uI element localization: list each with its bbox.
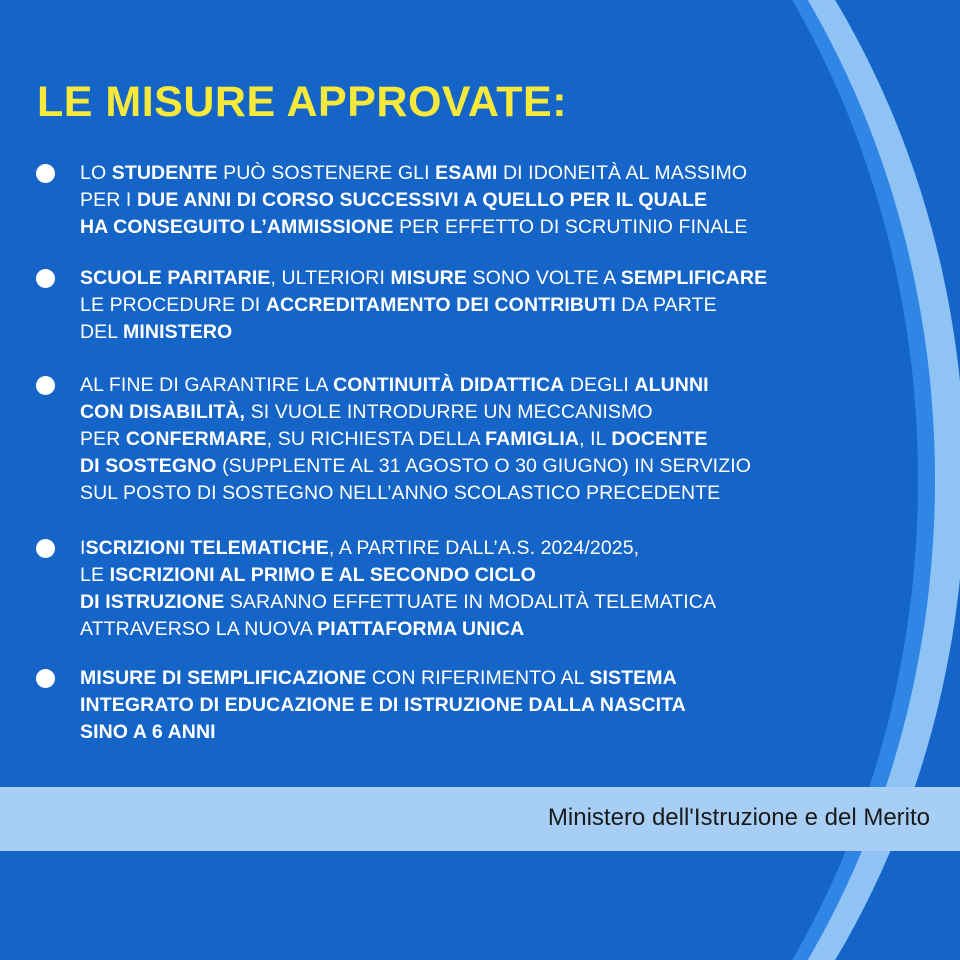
text-run: (SUPPLENTE AL 31 AGOSTO O 30 GIUGNO) IN SERVIZIO [216, 455, 751, 477]
text-run: , ULTERIORI [270, 267, 391, 289]
text-run: SUL POSTO DI SOSTEGNO NELL’ANNO SCOLASTICO PRECEDENTE [80, 482, 721, 504]
bullet-line [80, 719, 916, 746]
bold-text-run: SCUOLE PARITARIE [80, 267, 271, 289]
bullet-line [80, 399, 916, 426]
bold-text-run: INTEGRATO DI EDUCAZIONE E DI ISTRUZIONE DALLA NASCITA [80, 694, 686, 716]
bold-text-run: MISURE [390, 267, 467, 289]
list-item-private-schools [36, 265, 916, 346]
text-run: DEGLI [564, 374, 635, 396]
bold-text-run: MISURE DI SEMPLIFICAZIONE [80, 667, 367, 689]
text-run: , A PARTIRE DALL’A.S. 2024/2025, [328, 537, 640, 559]
bold-text-run: DI SOSTEGNO [80, 455, 217, 477]
bold-text-run: MINISTERO [123, 321, 233, 343]
bullet-line [80, 616, 916, 643]
bullet-line [80, 453, 916, 480]
text-run: PER EFFETTO DI SCRUTINIO FINALE [393, 216, 748, 238]
bullet-line [80, 589, 916, 616]
bold-text-run: SCRIZIONI TELEMATICHE [85, 537, 329, 559]
text-run: PER I [80, 189, 137, 211]
text-run: DEL [80, 321, 124, 343]
text-run: DA PARTE [615, 294, 717, 316]
bold-text-run: HA CONSEGUITO L’AMMISSIONE [80, 216, 394, 238]
list-item-simplification [36, 665, 916, 746]
text-run: SARANNO EFFETTUATE IN MODALITÀ TELEMATICA [224, 591, 717, 613]
footer-band [0, 787, 960, 851]
bullet-line [80, 665, 916, 692]
bold-text-run: SEMPLIFICARE [620, 267, 768, 289]
bullet-line [80, 480, 916, 507]
text-run: AL FINE DI GARANTIRE LA [80, 374, 334, 396]
bold-text-run: FAMIGLIA [485, 428, 580, 450]
text-run: SONO VOLTE A [466, 267, 621, 289]
bullet-line [80, 292, 916, 319]
bold-text-run: ISCRIZIONI AL PRIMO E AL SECONDO CICLO [109, 564, 536, 586]
bullet-line [80, 692, 916, 719]
bold-text-run: ESAMI [435, 162, 498, 184]
bold-text-run: DOCENTE [611, 428, 708, 450]
bullet-line [80, 160, 916, 187]
text-run: LE [80, 564, 110, 586]
bold-text-run: ALUNNI [634, 374, 709, 396]
bold-text-run: SINO A 6 ANNI [80, 721, 216, 743]
text-run: PUÒ SOSTENERE GLI [217, 162, 436, 184]
bullet-line [80, 372, 916, 399]
bullet-dot-icon [36, 539, 55, 558]
bold-text-run: SISTEMA [589, 667, 677, 689]
text-run: CON RIFERIMENTO AL [366, 667, 590, 689]
text-run: ATTRAVERSO LA NUOVA [80, 618, 318, 640]
text-run: I [80, 537, 86, 559]
bold-text-run: PIATTAFORMA UNICA [317, 618, 525, 640]
bullet-line [80, 562, 916, 589]
bold-text-run: ACCREDITAMENTO DEI CONTRIBUTI [265, 294, 616, 316]
text-run: DI IDONEITÀ AL MASSIMO [497, 162, 748, 184]
text-run: LE PROCEDURE DI [80, 294, 266, 316]
bullet-line [80, 214, 916, 241]
bullet-line [80, 265, 916, 292]
text-run: , SU RICHIESTA DELLA [266, 428, 486, 450]
bold-text-run: CONTINUITÀ DIDATTICA [333, 374, 565, 396]
text-run: PER [80, 428, 126, 450]
bold-text-run: DUE ANNI DI CORSO SUCCESSIVI A QUELLO PER IL QUALE [136, 189, 708, 211]
bullet-dot-icon [36, 376, 55, 395]
bullet-dot-icon [36, 269, 55, 288]
bullet-line [80, 535, 916, 562]
ministry-name: Ministero dell'Istruzione e del Merito [547, 804, 930, 831]
bullet-dot-icon [36, 164, 55, 183]
bullet-line [80, 319, 916, 346]
bold-text-run: DI ISTRUZIONE [80, 591, 225, 613]
text-run: , IL [579, 428, 612, 450]
bullet-dot-icon [36, 669, 55, 688]
list-item-exams [36, 160, 916, 241]
bullet-line [80, 187, 916, 214]
page-title: LE MISURE APPROVATE: [37, 78, 568, 126]
text-run: LO [80, 162, 112, 184]
bullet-line [80, 426, 916, 453]
list-item-didactic-continuity [36, 372, 916, 507]
bold-text-run: CON DISABILITÀ, [80, 401, 246, 423]
bold-text-run: CONFERMARE [125, 428, 267, 450]
list-item-online-enrollment [36, 535, 916, 643]
bold-text-run: STUDENTE [111, 162, 218, 184]
text-run: SI VUOLE INTRODURRE UN MECCANISMO [245, 401, 653, 423]
